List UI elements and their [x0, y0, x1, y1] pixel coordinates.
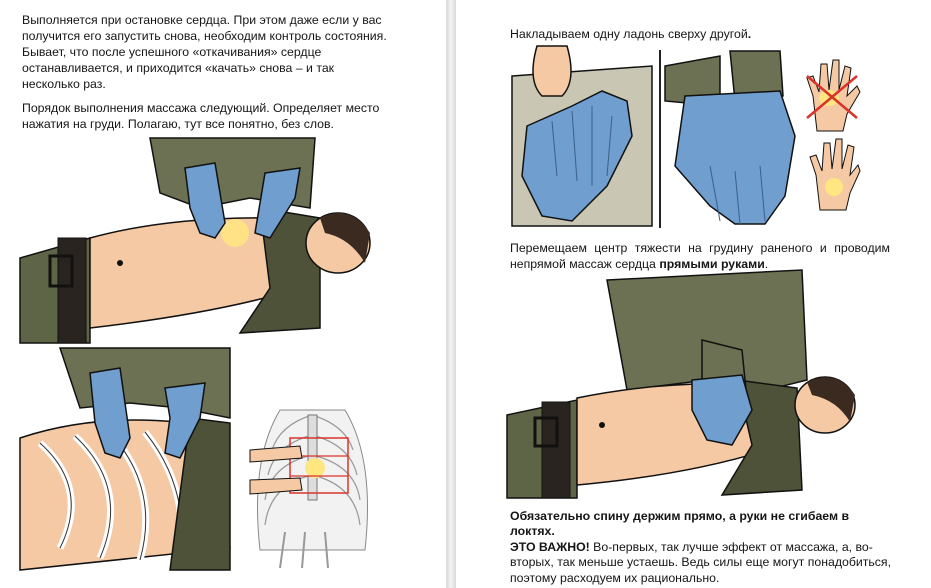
caption-compression: Перемещаем центр тяжести на грудину раненого и проводим непрямой массаж сердца прямыми руками. — [510, 241, 890, 271]
casualty-belt — [58, 238, 86, 343]
caption-hands-stacked: Накладываем одну ладонь сверху другой. — [510, 27, 752, 41]
illustration-compression — [507, 270, 857, 498]
palm-correct-icon — [806, 135, 860, 210]
page-gutter — [446, 0, 456, 588]
illustration-hands-front — [512, 46, 652, 226]
illustration-sternum-diagram — [250, 410, 378, 568]
procedure-paragraph: Порядок выполнения массажа следующий. Определяет место нажатия на груди. Полагаю, тут все понятно, без слов. — [22, 101, 380, 131]
warning-text: Обязательно спину держим прямо, а руки не сгибаем в локтях. ЭТО ВАЖНО! Во-первых, так лучше эффект от массажа, а, во-вторых, так меньше устаешь. Ведь силы еще могут понадобиться, поэтому расходуем их рационально. — [510, 509, 892, 585]
panel-divider — [659, 50, 661, 228]
illustration-hands-side — [665, 46, 800, 226]
sternum — [308, 415, 317, 500]
illustration-ribcage-hands — [20, 348, 230, 570]
intro-paragraph: Выполняется при остановке сердца. При этом даже если у вас получится его запустить снова, необходим контроль состояния. Бывает, что после успешного «откачивания» сердце останавливается, и приходится «качать» снова – и так несколько раз. — [22, 13, 387, 91]
sternum-target — [305, 458, 325, 478]
palm-incorrect-icon — [803, 56, 861, 131]
illustration-locate-point — [20, 138, 375, 343]
casualty-belt-2 — [542, 402, 570, 498]
stacked-gloved-hands-side — [675, 91, 795, 224]
